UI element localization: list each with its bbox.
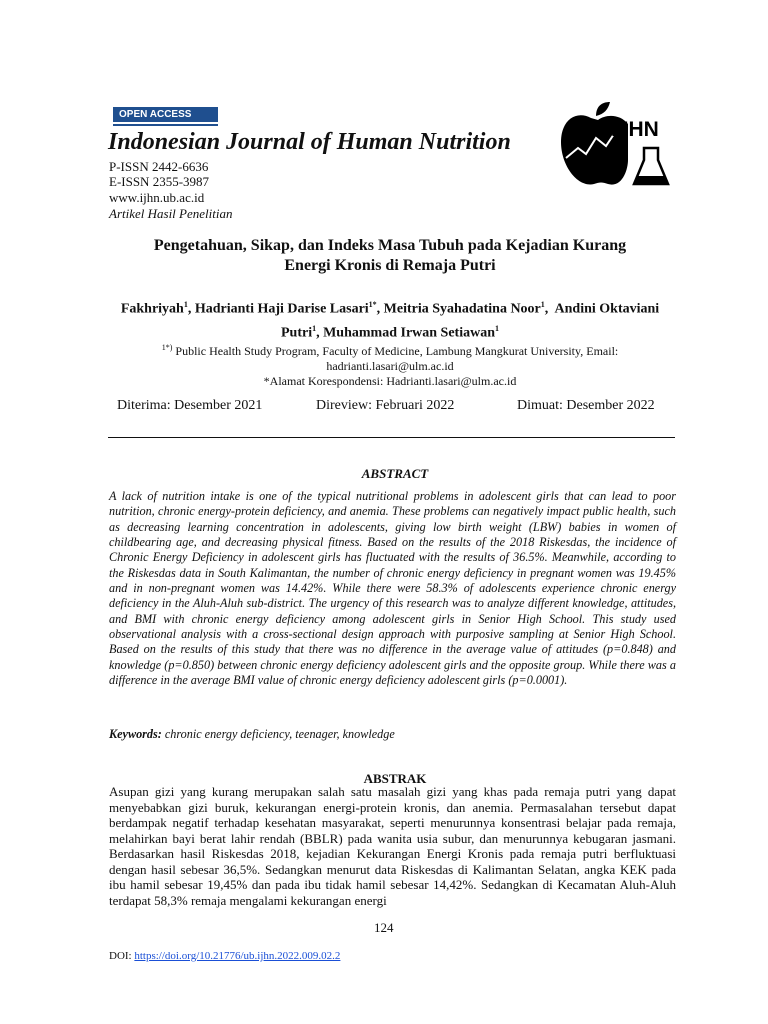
author-affiliation-mark: 1	[183, 300, 188, 309]
author-affiliation-mark: 1*	[368, 300, 377, 309]
author-name: Fakhriyah	[120, 301, 184, 317]
article-type: Artikel Hasil Penelitian	[109, 206, 233, 221]
keywords-label: Keywords:	[109, 727, 162, 741]
journal-website: www.ijhn.ub.ac.id	[109, 190, 205, 205]
abstrak-heading: ABSTRAK	[363, 771, 427, 786]
section-divider	[108, 437, 675, 438]
correspondence-address: *Alamat Korespondensi: Hadrianti.lasari@ulm.ac.id	[263, 374, 517, 388]
date-reviewed: Direview: Februari 2022	[316, 398, 455, 413]
affiliation-email: hadrianti.lasari@ulm.ac.id	[326, 359, 454, 373]
author-name: Hadrianti Haji Darise Lasari	[194, 301, 369, 317]
doi-label: DOI:	[109, 950, 135, 962]
keywords-text: chronic energy deficiency, teenager, knowledge	[161, 727, 395, 741]
author-name: Muhammad Irwan Setiawan	[323, 325, 495, 341]
affiliation-text: Public Health Study Program, Faculty of Medicine, Lambung Mangkurat University, Email:	[175, 344, 619, 358]
page-number: 124	[374, 920, 394, 935]
affiliation-block	[100, 340, 680, 389]
abstrak-body: Asupan gizi yang kurang merupakan salah satu masalah gizi yang khas pada remaja putri yang dapat menyebabkan gizi buruk, kekurangan energi-protein kronis, dan anemia. Permasalahan tersebut dapat berdampak negatif terhadap kesehatan masyarakat, seperti menurunnya konsentrasi belajar pada remaja, melahirkan bayi berat lahir rendah (BBLR) pada wanita usia subur, dan menurunnya kebugaran jasmani. Berdasarkan hasil Riskesdas 2018, kejadian Kekurangan Energi Kronis pada remaja putri berfluktuasi dengan hasil sebesar 36,5%. Sedangkan menurut data Riskesdas di Kalimantan Selatan, angka KEK pada ibu hamil sebesar 19,45% dan pada ibu tidak hamil sebesar 14,42%. Sedangkan di Kecamatan Aluh-Aluh terdapat 58,3% remaja mengalami kekurangan energi	[109, 784, 676, 908]
affiliation-mark: 1*)	[161, 343, 173, 352]
author-affiliation-mark: 1	[495, 323, 499, 333]
author-affiliation-mark: 1	[312, 323, 317, 333]
journal-logo	[556, 100, 676, 192]
author-name: Meitria Syahadatina Noor	[383, 301, 541, 317]
abstract-heading: ABSTRACT	[361, 466, 429, 481]
keywords-line	[109, 727, 676, 742]
date-published: Dimuat: Desember 2022	[517, 398, 655, 413]
paper-title-line2: Energi Kronis di Remaja Putri	[284, 257, 496, 274]
open-access-badge: OPEN ACCESS	[113, 107, 218, 122]
author-list: Fakhriyah$^1$, Hadrianti Haji Darise Lasari$^{1*}$, Meitria Syahadatina Noor$^1$, Andini Oktaviani Putri$^1$, Muhammad Irwan Setiawan$^1$	[120, 300, 660, 341]
apple-leaf	[596, 102, 610, 116]
doi-line	[109, 950, 340, 962]
author-affiliation-mark: 1	[540, 300, 545, 309]
p-issn: P-ISSN 2442-6636	[109, 159, 209, 174]
badge-underline	[113, 124, 218, 126]
date-received: Diterima: Desember 2021	[117, 398, 263, 413]
flask-liquid	[634, 176, 668, 184]
e-issn: E-ISSN 2355-3987	[109, 174, 210, 189]
abstract-body: A lack of nutrition intake is one of the typical nutritional problems in adolescent girls that can lead to poor nutrition, chronic energy-protein deficiency, and anemia. These problems can negatively impact public health, such as decreasing learning concentration in adolescents, giving low birth weight (LBW) babies in women of childbearing age, and decreasing physical fitness. Based on the results of the 2018 Riskesdas, the incidence of Chronic Energy Deficiency in adolescent girls has fluctuated with the results of 36.5%. Meanwhile, according to the Riskesdas data in South Kalimantan, the number of chronic energy deficiency in pregnant women was 19.45% and in non-pregnant women was 14.42%. While there were 58.3% of adolescents experience chronic energy deficiency in the Aluh-Aluh sub-district. The urgency of this research was to analyze different knowledge, attitudes, and BMI with chronic energy deficiency among adolescent girls in Senior High School. This study used observational analysis with a cross-sectional design approach with purposive sampling at Senior High School. Based on the results of this study that there was no difference in the average value of attitudes (p=0.848) and knowledge (p=0.850) between chronic energy deficiency adolescent girls and the opposite group. While there was a difference in the average BMI value of chronic energy deficiency adolescent girls (p=0.0001).	[109, 489, 676, 688]
logo-text: IJHN	[611, 118, 659, 141]
paper-title	[100, 236, 680, 276]
paper-title-line1: Pengetahuan, Sikap, dan Indeks Masa Tubuh pada Kejadian Kurang	[153, 237, 627, 254]
author-name: Andini Oktaviani Putri	[280, 301, 660, 341]
journal-title: Indonesian Journal of Human Nutrition	[108, 129, 511, 155]
doi-link[interactable]: https://doi.org/10.21776/ub.ijhn.2022.009.02.2	[134, 950, 341, 962]
